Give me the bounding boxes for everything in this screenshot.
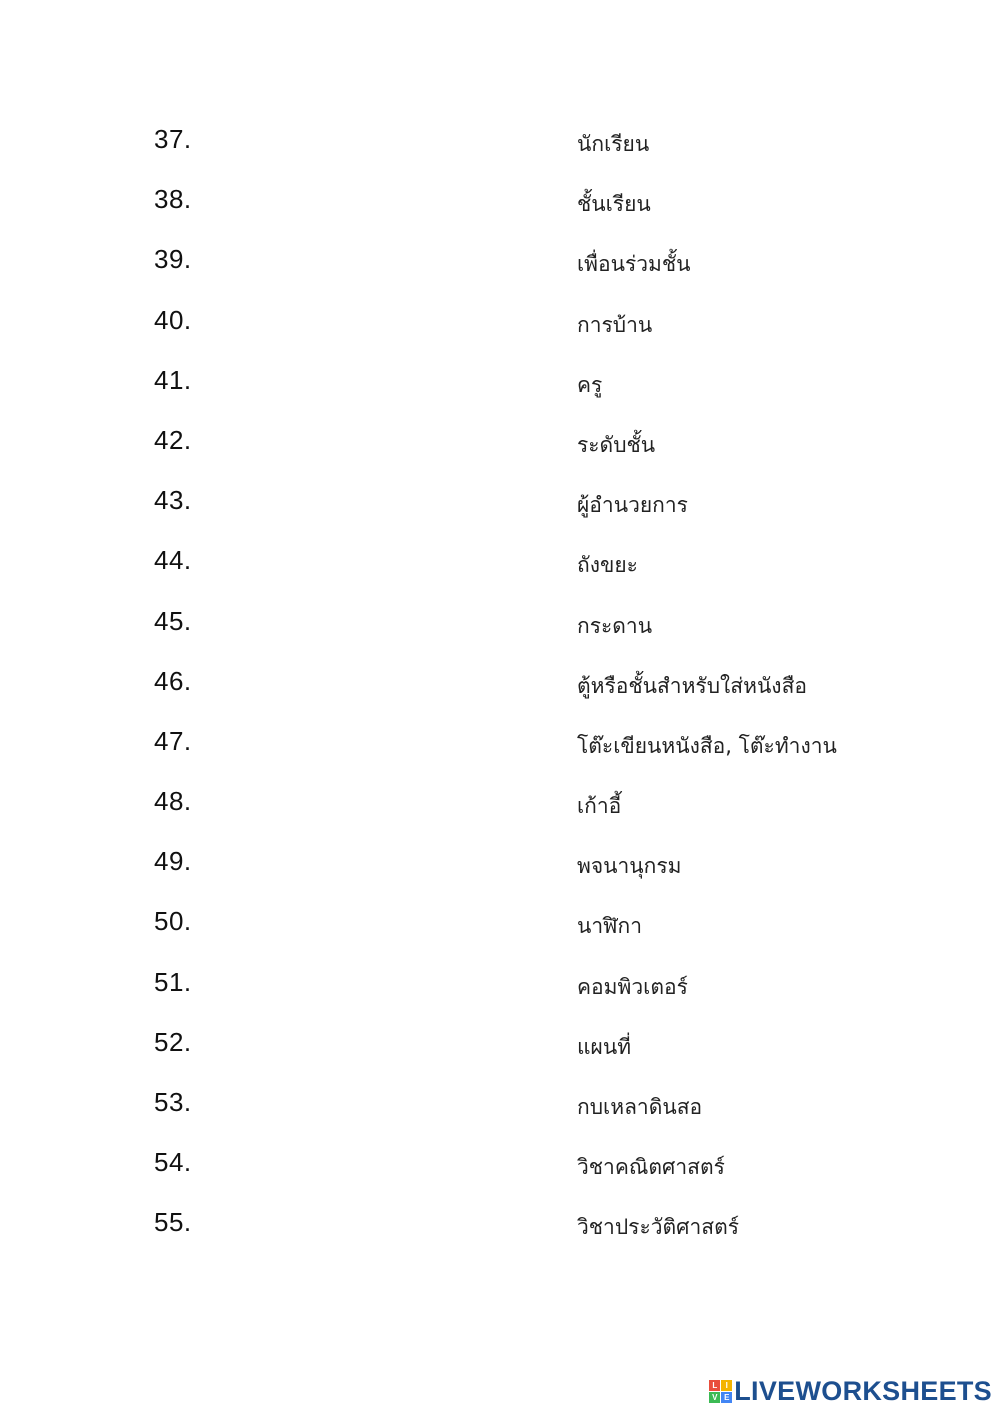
item-number: 48. — [154, 786, 192, 817]
thai-word: ตู้หรือชั้นสำหรับใส่หนังสือ — [577, 673, 807, 698]
item-number: 49. — [154, 846, 192, 877]
thai-word: พจนานุกรม — [577, 854, 682, 879]
item-number: 50. — [154, 906, 192, 937]
thai-word: ครู — [577, 372, 603, 397]
list-item — [154, 780, 874, 840]
list-item — [154, 660, 874, 720]
list-item — [154, 118, 874, 178]
answer-field[interactable] — [210, 301, 550, 337]
answer-field[interactable] — [210, 782, 550, 818]
thai-word: เพื่อนร่วมชั้น — [577, 252, 691, 277]
thai-word: วิชาประวัติศาสตร์ — [577, 1215, 740, 1240]
item-number: 44. — [154, 545, 192, 576]
thai-word: แผนที่ — [577, 1034, 632, 1059]
item-number: 45. — [154, 605, 192, 636]
answer-field[interactable] — [210, 421, 550, 457]
item-number: 41. — [154, 364, 192, 395]
list-item — [154, 720, 874, 780]
item-number: 40. — [154, 304, 192, 335]
item-number: 43. — [154, 485, 192, 516]
item-number: 47. — [154, 725, 192, 756]
list-item — [154, 1201, 874, 1261]
answer-field[interactable] — [210, 842, 550, 878]
thai-word: เก้าอี้ — [577, 794, 622, 819]
answer-field[interactable] — [210, 1083, 550, 1119]
thai-word: ผู้อำนวยการ — [577, 493, 688, 518]
item-number: 54. — [154, 1147, 192, 1178]
list-item — [154, 359, 874, 419]
answer-field[interactable] — [210, 662, 550, 698]
item-number: 53. — [154, 1087, 192, 1117]
item-number: 37. — [154, 124, 192, 154]
item-number: 51. — [154, 966, 192, 997]
answer-field[interactable] — [210, 180, 550, 216]
item-number: 52. — [154, 1026, 192, 1057]
answer-field[interactable] — [210, 902, 550, 938]
answer-field[interactable] — [210, 1203, 550, 1239]
list-item — [154, 299, 874, 359]
list-item — [154, 238, 874, 298]
list-item — [154, 1021, 874, 1081]
answer-field[interactable] — [210, 481, 550, 517]
list-item — [154, 840, 874, 900]
thai-word: กระดาน — [577, 613, 653, 638]
liveworksheets-logo-icon — [709, 1380, 732, 1403]
thai-word: คอมพิวเตอร์ — [577, 974, 688, 999]
thai-word: กบเหลาดินสอ — [577, 1095, 703, 1119]
item-number: 46. — [154, 665, 192, 696]
brand-name: LIVEWORKSHEETS — [734, 1376, 992, 1406]
logo-square: I — [721, 1380, 732, 1391]
thai-word: นาฬิกา — [577, 914, 643, 939]
item-number: 39. — [154, 244, 192, 275]
answer-field[interactable] — [210, 963, 550, 999]
thai-word: นักเรียน — [577, 132, 650, 156]
answer-field[interactable] — [210, 722, 550, 758]
list-item — [154, 961, 874, 1021]
liveworksheets-brand — [709, 1376, 992, 1407]
list-item — [154, 900, 874, 960]
answer-field[interactable] — [210, 120, 550, 156]
thai-word: โต๊ะเขียนหนังสือ, โต๊ะทำงาน — [577, 733, 837, 758]
vocabulary-list — [154, 118, 874, 1262]
item-number: 38. — [154, 184, 192, 215]
logo-square: E — [721, 1392, 732, 1403]
answer-field[interactable] — [210, 361, 550, 397]
thai-word: ถังขยะ — [577, 553, 638, 578]
item-number: 55. — [154, 1207, 192, 1238]
list-item — [154, 1141, 874, 1201]
list-item — [154, 419, 874, 479]
logo-square: V — [709, 1392, 720, 1403]
logo-square: L — [709, 1380, 720, 1391]
answer-field[interactable] — [210, 1143, 550, 1179]
list-item — [154, 600, 874, 660]
thai-word: การบ้าน — [577, 312, 653, 337]
list-item — [154, 1081, 874, 1141]
list-item — [154, 539, 874, 599]
answer-field[interactable] — [210, 240, 550, 276]
answer-field[interactable] — [210, 541, 550, 577]
list-item — [154, 479, 874, 539]
answer-field[interactable] — [210, 1023, 550, 1059]
answer-field[interactable] — [210, 602, 550, 638]
thai-word: ชั้นเรียน — [577, 192, 651, 217]
item-number: 42. — [154, 424, 192, 455]
list-item — [154, 178, 874, 238]
thai-word: ระดับชั้น — [577, 432, 656, 457]
thai-word: วิชาคณิตศาสตร์ — [577, 1155, 725, 1180]
